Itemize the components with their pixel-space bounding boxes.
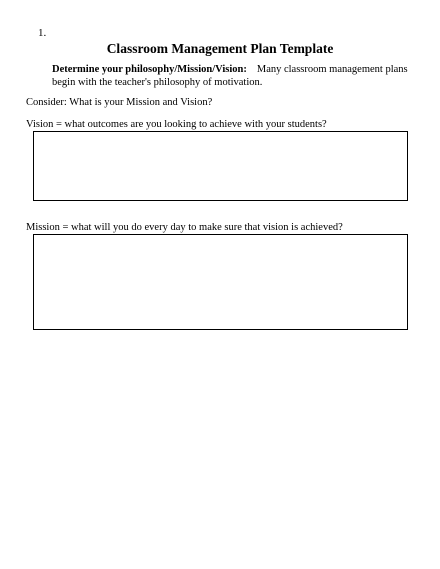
mission-question: Mission = what will you do every day to make sure that vision is achieved? [26, 222, 343, 233]
intro-paragraph [52, 63, 408, 89]
vision-question: Vision = what outcomes are you looking to achieve with your students? [26, 119, 327, 130]
page-title: Classroom Management Plan Template [106, 41, 334, 56]
consider-prompt: Consider: What is your Mission and Vision? [26, 97, 213, 108]
intro-text-line2: begin with the teacher's philosophy of motivation. [52, 77, 263, 88]
intro-text-line1: Many classroom management plans [256, 64, 408, 75]
intro-lead: Determine your philosophy/Mission/Vision: [52, 64, 247, 75]
mission-answer-box[interactable] [33, 234, 408, 330]
vision-answer-box[interactable] [33, 131, 408, 201]
list-number: 1. [38, 27, 47, 39]
